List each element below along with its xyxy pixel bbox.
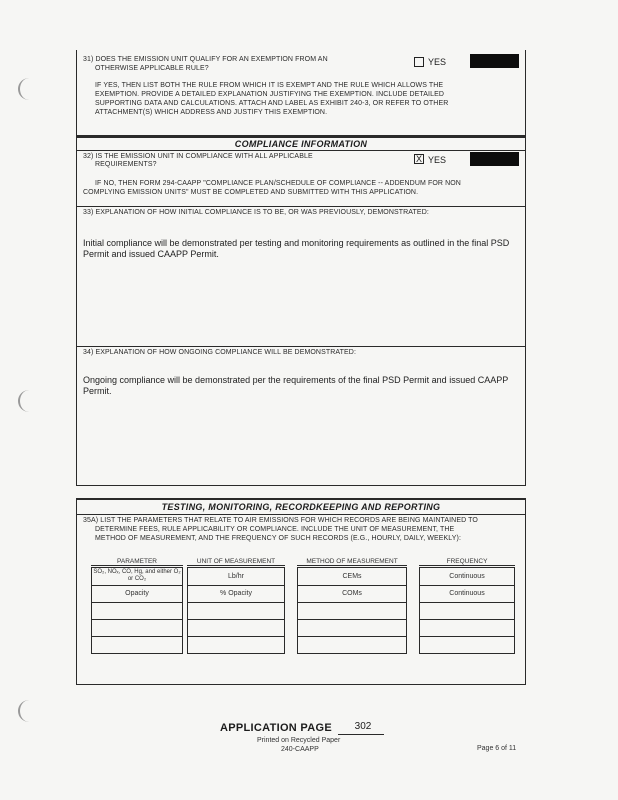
q32-instruction-line1: IF NO, THEN FORM 294-CAAPP "COMPLIANCE PLAN/SCHEDULE OF COMPLIANCE -- ADDENDUM FOR NON [95,180,461,187]
compliance-section [76,136,526,486]
q35-line1: 35A) LIST THE PARAMETERS THAT RELATE TO AIR EMISSIONS FOR WHICH RECORDS ARE BEING MAINTAINED TO [83,517,478,524]
table-cell-frequency[interactable] [419,636,515,654]
exemption-section [76,50,526,136]
page-of-total: Page 6 of 11 [477,745,517,752]
q32-yes-checkbox[interactable]: X [415,154,422,164]
table-cell-frequency[interactable]: Continuous [419,585,515,603]
q33-label: 33) EXPLANATION OF HOW INITIAL COMPLIANCE IS TO BE, OR WAS PREVIOUSLY, DEMONSTRATED: [83,209,429,216]
hole-punch-mark [18,78,32,100]
divider [77,206,525,207]
table-cell-method[interactable]: COMs [297,585,407,603]
table-cell-unit[interactable]: Lb/hr [187,567,285,586]
table-cell-unit[interactable] [187,636,285,654]
application-page-label: APPLICATION PAGE [220,722,332,734]
q34-label: 34) EXPLANATION OF HOW ONGOING COMPLIANCE WILL BE DEMONSTRATED: [83,349,356,356]
q32-redaction-block [470,152,519,166]
q31-instruction-line3: SUPPORTING DATA AND CALCULATIONS. ATTACH AND LABEL AS EXHIBIT 240-3, OR REFER TO OTHER [95,100,449,107]
q35-line2: DETERMINE FEES, RULE APPLICABILITY OR COMPLIANCE. INCLUDE THE UNIT OF MEASUREMENT, THE [95,526,455,533]
table-cell-parameter[interactable]: Opacity [91,585,183,603]
q31-question-line2: OTHERWISE APPLICABLE RULE? [95,65,209,72]
page-number-underline [338,734,384,735]
table-cell-unit[interactable]: % Opacity [187,585,285,603]
testing-header: TESTING, MONITORING, RECORDKEEPING AND REPORTING [161,502,441,512]
form-id: 240-CAAPP [281,746,319,753]
q34-answer: Ongoing compliance will be demonstrated per the requirements of the final PSD Permit and issued CAAPP Permit. [83,375,509,396]
column-header-unit: UNIT OF MEASUREMENT [187,558,285,566]
table-cell-method[interactable] [297,602,407,620]
column-header-method: METHOD OF MEASUREMENT [297,558,407,566]
compliance-header: COMPLIANCE INFORMATION [234,139,368,149]
q31-redaction-block [470,54,519,68]
application-page-number: 302 [354,721,372,732]
table-cell-parameter[interactable] [91,619,183,637]
table-cell-method[interactable] [297,636,407,654]
table-cell-frequency[interactable]: Continuous [419,567,515,586]
hole-punch-mark [18,390,32,412]
divider [77,150,525,151]
table-cell-frequency[interactable] [419,602,515,620]
q31-question-line1: 31) DOES THE EMISSION UNIT QUALIFY FOR AN EXEMPTION FROM AN [83,56,328,63]
q32-question-line1: 32) IS THE EMISSION UNIT IN COMPLIANCE WITH ALL APPLICABLE [83,153,313,160]
q31-yes-label: YES [428,57,447,67]
table-cell-parameter[interactable] [91,636,183,654]
divider [77,514,525,515]
divider [77,346,525,347]
table-cell-method[interactable] [297,619,407,637]
q35-line3: METHOD OF MEASUREMENT, AND THE FREQUENCY OF SUCH RECORDS (E.G., HOURLY, DAILY, WEEKLY): [95,535,462,542]
q31-yes-checkbox[interactable] [414,57,424,67]
q32-question-line2: REQUIREMENTS? [95,161,157,168]
column-header-parameter: PARAMETER [91,558,183,566]
q31-instruction-line1: IF YES, THEN LIST BOTH THE RULE FROM WHICH IT IS EXEMPT AND THE RULE WHICH ALLOWS THE [95,82,444,89]
table-cell-unit[interactable] [187,602,285,620]
table-cell-method[interactable]: CEMs [297,567,407,586]
table-cell-frequency[interactable] [419,619,515,637]
column-header-frequency: FREQUENCY [419,558,515,566]
testing-section [76,498,526,685]
q31-instruction-line2: EXEMPTION. PROVIDE A DETAILED EXPLANATION JUSTIFYING THE EXEMPTION. INCLUDE DETAILED [95,91,445,98]
q31-instruction-line4: ATTACHMENT(S) WHICH ADDRESS AND JUSTIFY THIS EXEMPTION. [95,109,328,116]
recycled-paper-note: Printed on Recycled Paper [257,737,341,744]
table-cell-parameter[interactable] [91,602,183,620]
hole-punch-mark [18,700,32,722]
q33-answer: Initial compliance will be demonstrated per testing and monitoring requirements as outlined in the final PSD Permit and issued CAAPP Permit. [83,238,510,259]
table-cell-unit[interactable] [187,619,285,637]
q32-instruction-line2: COMPLYING EMISSION UNITS" MUST BE COMPLETED AND SUBMITTED WITH THIS APPLICATION. [83,189,419,196]
table-cell-parameter[interactable]: SO₂, NOₓ, CO, Hg, and either O₂ or CO₂ [91,567,183,586]
q32-yes-label: YES [428,155,447,165]
